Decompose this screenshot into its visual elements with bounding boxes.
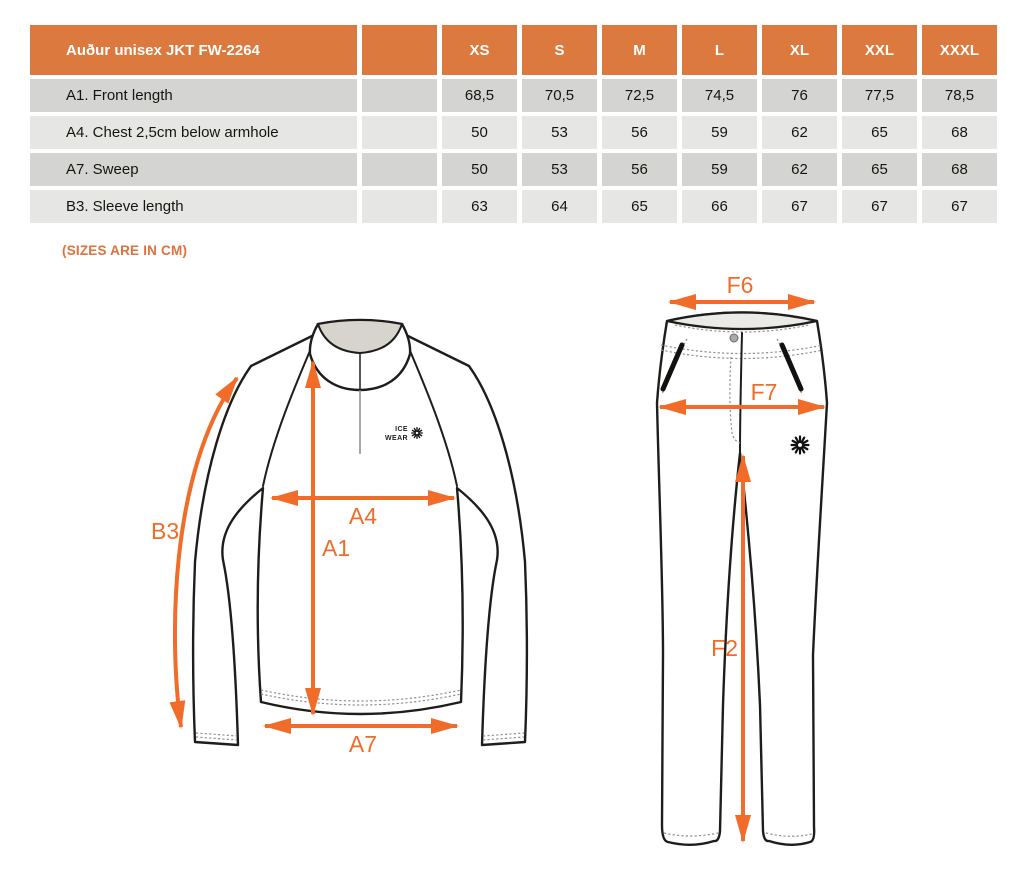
pants-diagram <box>630 275 835 860</box>
a4-label: A4 <box>348 503 378 529</box>
size-col-header: XL <box>762 25 837 75</box>
row-label: A7. Sweep <box>30 153 357 186</box>
jacket-diagram <box>145 302 565 757</box>
size-value: 53 <box>522 116 597 149</box>
size-value: 63 <box>442 190 517 223</box>
size-value: 67 <box>922 190 997 223</box>
spacer-cell <box>362 116 437 149</box>
table-row <box>30 190 997 223</box>
size-value: 72,5 <box>602 79 677 112</box>
spacer-cell <box>362 79 437 112</box>
size-value: 68,5 <box>442 79 517 112</box>
size-col-header: XXXL <box>922 25 997 75</box>
size-value: 66 <box>682 190 757 223</box>
row-label: A4. Chest 2,5cm below armhole <box>30 116 357 149</box>
size-value: 53 <box>522 153 597 186</box>
table-header-row <box>30 25 997 75</box>
size-table <box>25 21 1002 227</box>
size-value: 78,5 <box>922 79 997 112</box>
size-col-header: L <box>682 25 757 75</box>
table-row <box>30 153 997 186</box>
size-value: 62 <box>762 153 837 186</box>
size-value: 77,5 <box>842 79 917 112</box>
size-value: 68 <box>922 116 997 149</box>
size-value: 56 <box>602 116 677 149</box>
size-value: 65 <box>602 190 677 223</box>
size-value: 59 <box>682 116 757 149</box>
spacer-column-header <box>362 25 437 75</box>
size-value: 62 <box>762 116 837 149</box>
a7-label: A7 <box>348 731 378 757</box>
size-value: 76 <box>762 79 837 112</box>
waist-button <box>730 334 738 342</box>
size-value: 74,5 <box>682 79 757 112</box>
row-label: A1. Front length <box>30 79 357 112</box>
size-value: 67 <box>842 190 917 223</box>
size-col-header: XS <box>442 25 517 75</box>
size-value: 50 <box>442 153 517 186</box>
size-value: 50 <box>442 116 517 149</box>
size-value: 56 <box>602 153 677 186</box>
size-value: 67 <box>762 190 837 223</box>
table-title: Auður unisex JKT FW-2264 <box>30 25 357 75</box>
icewear-logo-line2: WEAR <box>385 435 408 442</box>
sizes-note: (SIZES ARE IN CM) <box>62 243 188 258</box>
f2-label: F2 <box>711 635 738 661</box>
size-col-header: M <box>602 25 677 75</box>
row-label: B3. Sleeve length <box>30 190 357 223</box>
spacer-cell <box>362 153 437 186</box>
size-value: 65 <box>842 116 917 149</box>
spacer-cell <box>362 190 437 223</box>
table-row <box>30 79 997 112</box>
size-value: 59 <box>682 153 757 186</box>
icewear-logo-line1: ICE <box>395 426 408 433</box>
size-value: 65 <box>842 153 917 186</box>
b3-label: B3 <box>151 518 180 544</box>
size-value: 68 <box>922 153 997 186</box>
a1-label: A1 <box>322 535 351 561</box>
f7-label: F7 <box>750 379 778 405</box>
size-col-header: S <box>522 25 597 75</box>
size-value: 64 <box>522 190 597 223</box>
table-row <box>30 116 997 149</box>
size-col-header: XXL <box>842 25 917 75</box>
f6-label: F6 <box>726 275 754 298</box>
size-value: 70,5 <box>522 79 597 112</box>
